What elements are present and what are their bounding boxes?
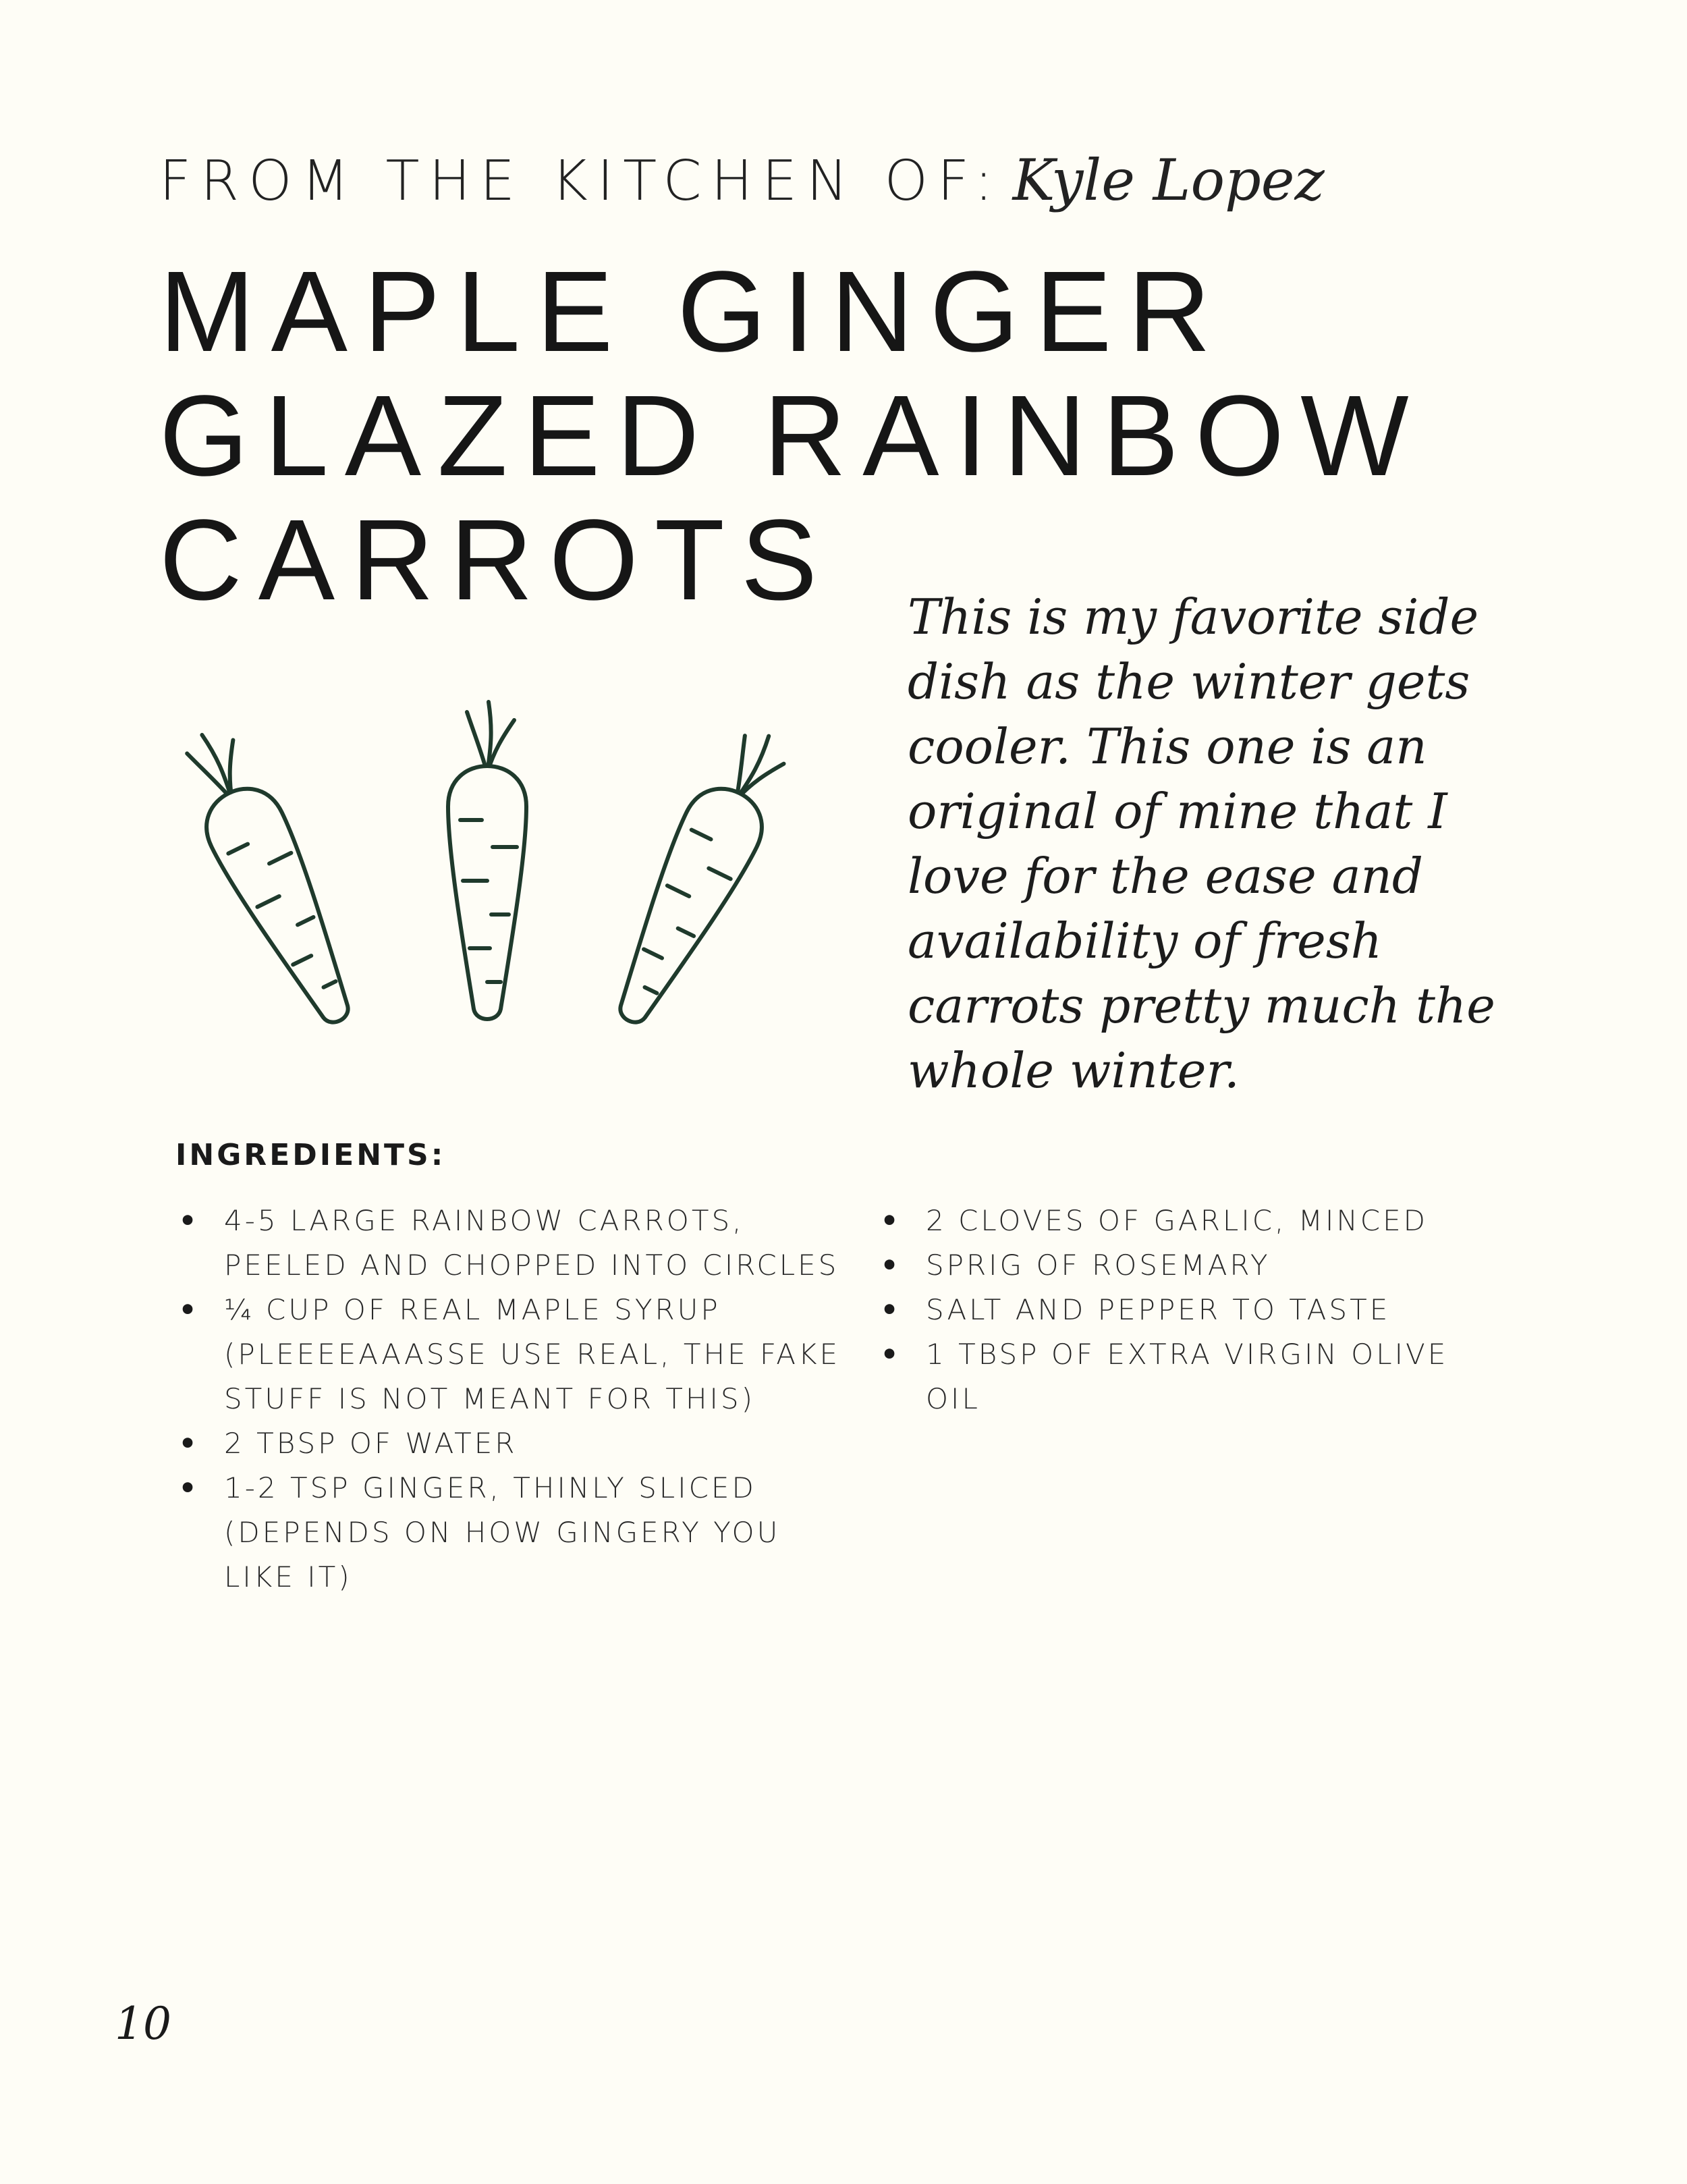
bullet-icon: •	[880, 1293, 902, 1326]
carrot-icon	[165, 718, 375, 1037]
ingredient-item	[175, 1199, 850, 1288]
ingredient-item	[175, 1466, 850, 1600]
recipe-title	[159, 250, 1425, 622]
kitchen-name: Kyle Lopez	[1012, 147, 1325, 213]
ingredient-item	[175, 1421, 850, 1466]
recipe-title-line: GLAZED RAINBOW	[159, 372, 1425, 500]
ingredient-text: 2 CLOVES OF GARLIC, MINCED	[926, 1204, 1428, 1237]
ingredient-item	[877, 1288, 1485, 1332]
ingredient-text: 4-5 LARGE RAINBOW CARROTS, PEELED AND CHOPPED INTO CIRCLES	[224, 1204, 839, 1282]
ingredient-item	[877, 1243, 1485, 1288]
page-number: 10	[115, 1998, 171, 2050]
kitchen-line	[159, 147, 1325, 213]
ingredient-item	[877, 1332, 1485, 1421]
ingredient-text: SPRIG OF ROSEMARY	[926, 1249, 1271, 1282]
carrot-icon	[593, 718, 802, 1037]
bullet-icon: •	[880, 1204, 902, 1237]
bullet-icon: •	[880, 1338, 902, 1371]
bullet-icon: •	[178, 1471, 200, 1504]
ingredient-text: SALT AND PEPPER TO TASTE	[926, 1293, 1391, 1326]
ingredient-text: ¼ CUP OF REAL MAPLE SYRUP (PLEEEEAAASSE USE REAL, THE FAKE STUFF IS NOT MEANT FOR THIS)	[224, 1293, 841, 1415]
carrot-illustration	[162, 682, 810, 1060]
carrot-icon	[448, 702, 526, 1019]
ingredient-item	[877, 1199, 1485, 1243]
recipe-note: This is my favorite side dish as the winter gets cooler. This one is an original of mine that I love for the ease and availability of fresh carrots pretty much the whole winter.	[908, 589, 1495, 1099]
ingredient-text: 2 TBSP OF WATER	[224, 1427, 518, 1460]
bullet-icon: •	[178, 1204, 200, 1237]
bullet-icon: •	[178, 1293, 200, 1326]
bullet-icon: •	[178, 1427, 200, 1460]
ingredient-text: 1 TBSP OF EXTRA VIRGIN OLIVE OIL	[926, 1338, 1449, 1415]
ingredients-list-right	[877, 1199, 1485, 1421]
ingredients-list-left	[175, 1199, 850, 1600]
recipe-title-line: MAPLE GINGER	[159, 248, 1227, 376]
kitchen-label: FROM THE KITCHEN OF:	[159, 149, 1003, 213]
ingredient-text: 1-2 TSP GINGER, THINLY SLICED (DEPENDS ON HOW GINGERY YOU LIKE IT)	[224, 1471, 781, 1593]
recipe-title-line: CARROTS	[159, 496, 834, 624]
ingredient-item	[175, 1288, 850, 1421]
ingredients-heading: INGREDIENTS:	[175, 1138, 446, 1172]
bullet-icon: •	[880, 1249, 902, 1282]
